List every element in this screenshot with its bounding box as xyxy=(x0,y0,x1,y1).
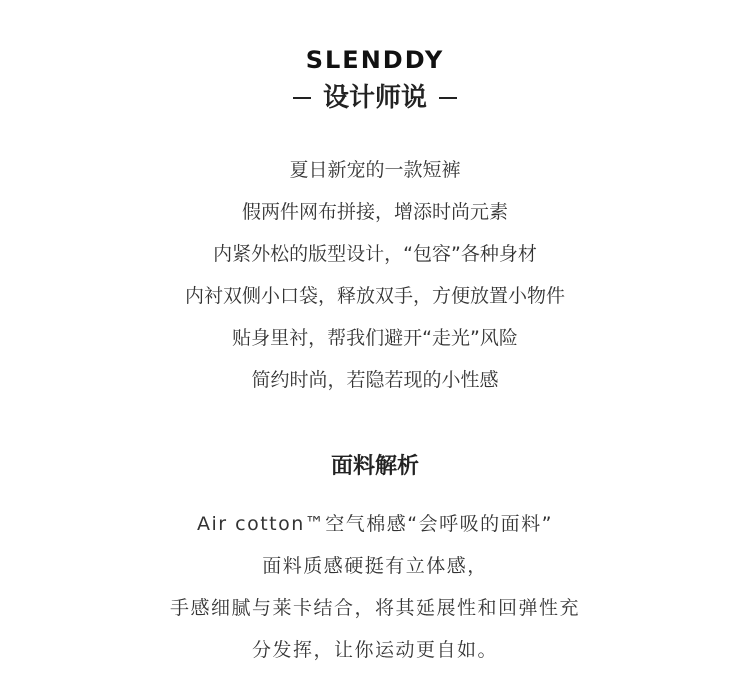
heading-dash-left xyxy=(293,97,311,99)
designer-section-title: 设计师说 xyxy=(322,83,427,113)
heading-dash-right xyxy=(439,97,457,99)
designer-line: 贴身里衬，帮我们避开“走光”风险 xyxy=(232,327,518,349)
fabric-line: 面料质感硬挺有立体感， xyxy=(262,555,488,577)
fabric-line: Air cotton™空气棉感“会呼吸的面料” xyxy=(197,513,553,535)
designer-description xyxy=(0,149,750,401)
designer-line: 内衬双侧小口袋，释放双手，方便放置小物件 xyxy=(184,285,565,307)
fabric-description xyxy=(0,503,750,671)
designer-section-heading xyxy=(0,80,750,116)
designer-line: 内紧外松的版型设计，“包容”各种身材 xyxy=(213,243,537,265)
brand-title: SLENDDY xyxy=(305,46,445,74)
designer-line: 夏日新宠的一款短裤 xyxy=(289,159,461,181)
designer-line: 简约时尚，若隐若现的小性感 xyxy=(251,369,499,391)
designer-line: 假两件网布拼接，增添时尚元素 xyxy=(241,201,508,223)
fabric-section-title: 面料解析 xyxy=(330,454,419,479)
fabric-line: 手感细腻与莱卡结合，将其延展性和回弹性充 xyxy=(169,597,580,619)
fabric-line: 分发挥，让你运动更自如。 xyxy=(251,639,498,661)
